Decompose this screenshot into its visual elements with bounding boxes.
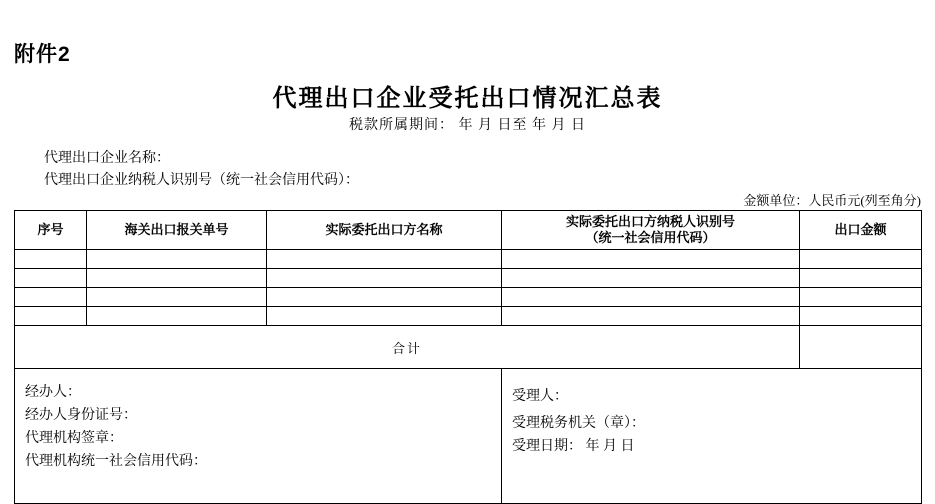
signature-row	[15, 369, 922, 504]
cell-entruster-name[interactable]	[267, 269, 502, 288]
total-label: 合计	[15, 326, 800, 369]
cell-declaration-no[interactable]	[87, 307, 267, 326]
enterprise-meta-block	[44, 148, 359, 192]
table-row[interactable]	[15, 307, 922, 326]
cell-seq[interactable]	[15, 250, 87, 269]
column-header-entruster-name: 实际委托出口方名称	[267, 211, 502, 250]
handler-label: 经办人：	[25, 385, 81, 400]
table-header	[15, 211, 922, 250]
cell-entruster-name[interactable]	[267, 288, 502, 307]
agency-seal-label: 代理机构签章：	[25, 431, 123, 446]
column-header-entruster-taxid-line2: （统一社会信用代码）	[585, 230, 716, 245]
page-title: 代理出口企业受托出口情况汇总表	[272, 86, 663, 112]
agency-credit-code-label: 代理机构统一社会信用代码：	[25, 454, 207, 469]
cell-declaration-no[interactable]	[87, 250, 267, 269]
cell-seq[interactable]	[15, 288, 87, 307]
export-summary-table	[14, 210, 922, 504]
column-header-export-amount: 出口金额	[800, 211, 922, 250]
cell-export-amount[interactable]	[800, 250, 922, 269]
column-header-entruster-taxid-line1: 实际委托出口方纳税人识别号	[565, 214, 735, 229]
cell-seq[interactable]	[15, 269, 87, 288]
column-header-declaration-no: 海关出口报关单号	[87, 211, 267, 250]
acceptor-label: 受理人：	[512, 389, 568, 404]
column-header-seq: 序号	[15, 211, 87, 250]
cell-export-amount[interactable]	[800, 307, 922, 326]
cell-entruster-name[interactable]	[267, 307, 502, 326]
acceptance-block	[502, 369, 922, 504]
table-row[interactable]	[15, 288, 922, 307]
acceptance-date-label: 受理日期： 年 月 日	[512, 439, 635, 454]
cell-export-amount[interactable]	[800, 269, 922, 288]
attachment-label: 附件2	[14, 43, 71, 66]
table-body	[15, 250, 922, 504]
cell-entruster-taxid[interactable]	[502, 307, 800, 326]
table-row[interactable]	[15, 250, 922, 269]
table-row[interactable]	[15, 269, 922, 288]
currency-unit-note: 金额单位：人民币元(列至角分)	[743, 193, 921, 208]
agent-signature-block	[15, 369, 502, 504]
acceptance-authority-label: 受理税务机关（章）：	[512, 416, 645, 431]
cell-entruster-name[interactable]	[267, 250, 502, 269]
cell-entruster-taxid[interactable]	[502, 250, 800, 269]
enterprise-taxid-label: 代理出口企业纳税人识别号（统一社会信用代码）：	[44, 173, 359, 188]
total-amount-cell[interactable]	[800, 326, 922, 369]
column-header-entruster-taxid	[502, 211, 800, 250]
cell-export-amount[interactable]	[800, 288, 922, 307]
cell-declaration-no[interactable]	[87, 288, 267, 307]
cell-entruster-taxid[interactable]	[502, 288, 800, 307]
table-total-row	[15, 326, 922, 369]
cell-declaration-no[interactable]	[87, 269, 267, 288]
table-header-row	[15, 211, 922, 250]
handler-id-label: 经办人身份证号：	[25, 408, 137, 423]
tax-period-line: 税款所属期间： 年 月 日至 年 月 日	[349, 118, 586, 133]
enterprise-name-label: 代理出口企业名称：	[44, 151, 170, 166]
cell-seq[interactable]	[15, 307, 87, 326]
cell-entruster-taxid[interactable]	[502, 269, 800, 288]
